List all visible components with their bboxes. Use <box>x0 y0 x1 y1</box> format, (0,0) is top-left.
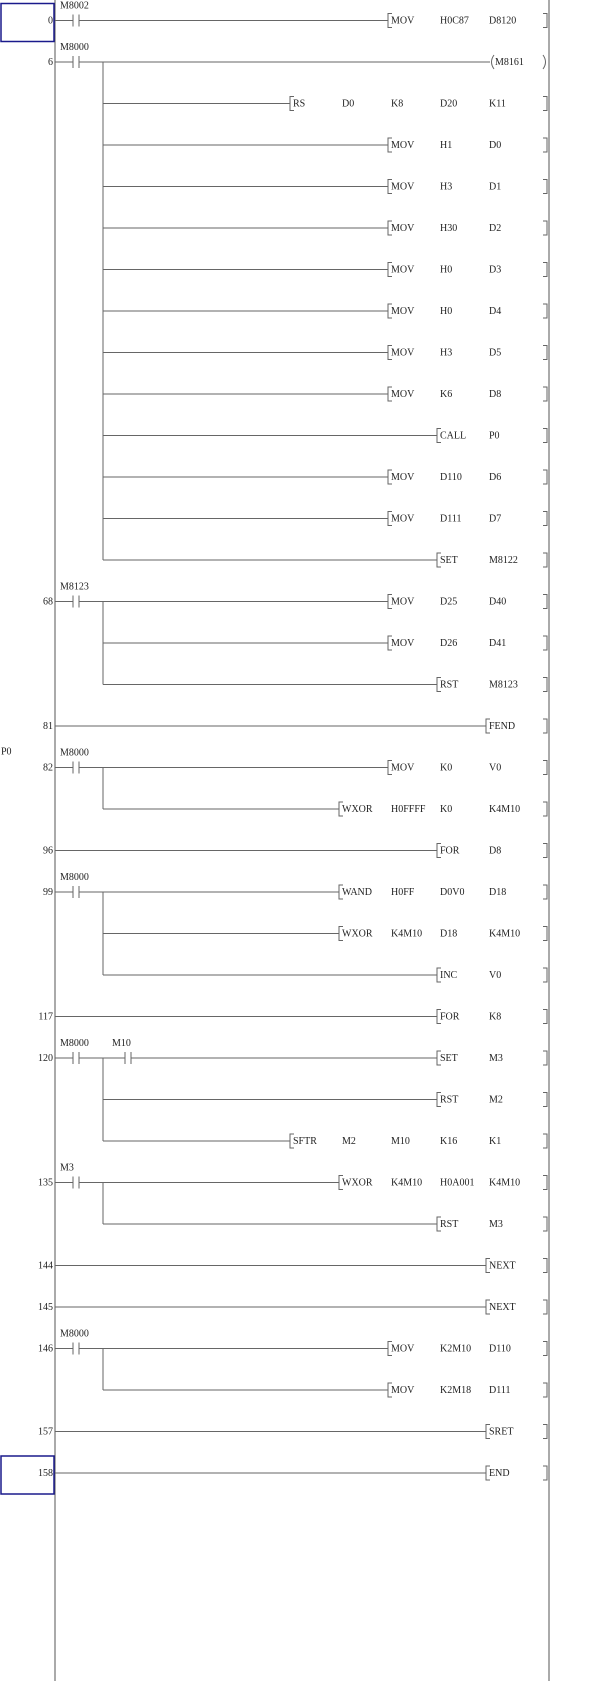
instruction-operand[interactable]: D8 <box>489 389 502 400</box>
instruction-mnemonic[interactable]: SET <box>440 1053 458 1064</box>
instruction-operand[interactable]: D4 <box>489 306 502 317</box>
instruction-mnemonic[interactable]: WXOR <box>342 928 373 940</box>
step-number: 81 <box>43 721 53 732</box>
instruction-mnemonic[interactable]: SRET <box>489 1426 514 1438</box>
instruction-operand[interactable]: D8 <box>489 845 502 857</box>
coil-icon-left[interactable] <box>492 55 495 69</box>
instruction-operand[interactable]: P0 <box>489 430 500 442</box>
instruction-operand[interactable]: D7 <box>489 513 502 525</box>
instruction-mnemonic[interactable]: MOV <box>391 762 415 774</box>
contact-label: M8123 <box>60 581 89 593</box>
instruction-operand[interactable]: H3 <box>440 181 453 193</box>
instruction-bracket-right <box>543 1010 547 1024</box>
contact-label: M8000 <box>60 1038 89 1049</box>
instruction-operand[interactable]: D0 <box>489 140 502 151</box>
contact-label: M8000 <box>60 872 89 883</box>
instruction-mnemonic[interactable]: MOV <box>391 306 415 317</box>
instruction-bracket-right <box>543 844 547 858</box>
instruction-operand[interactable]: H0 <box>440 264 453 276</box>
instruction-mnemonic[interactable]: MOV <box>391 1343 415 1355</box>
instruction-operand[interactable]: D111 <box>489 1385 511 1396</box>
step-number: 135 <box>38 1177 53 1189</box>
instruction-bracket-right <box>543 1093 547 1107</box>
instruction-bracket-right <box>543 1300 547 1314</box>
instruction-operand[interactable]: D0 <box>342 98 355 110</box>
instruction-bracket-right <box>543 553 547 567</box>
step-number: 82 <box>43 762 53 774</box>
instruction-mnemonic[interactable]: RST <box>440 1219 459 1230</box>
instruction-operand[interactable]: K4M10 <box>391 928 423 940</box>
instruction-mnemonic[interactable]: MOV <box>391 264 415 276</box>
instruction-operand[interactable]: D3 <box>489 264 502 276</box>
contact-label: M10 <box>112 1038 131 1049</box>
instruction-operand[interactable]: D5 <box>489 347 502 359</box>
instruction-bracket-right <box>543 221 547 235</box>
instruction-operand[interactable]: K4M10 <box>489 928 521 940</box>
instruction-operand[interactable]: K4M10 <box>391 1177 423 1189</box>
step-number: 120 <box>38 1053 53 1064</box>
instruction-operand[interactable]: M8122 <box>489 555 518 566</box>
contact-label: M8000 <box>60 42 89 53</box>
instruction-bracket-right <box>543 719 547 733</box>
instruction-operand[interactable]: M3 <box>489 1219 503 1230</box>
instruction-operand[interactable]: K0 <box>440 762 453 774</box>
instruction-mnemonic[interactable]: NEXT <box>489 1260 516 1272</box>
instruction-mnemonic[interactable]: CALL <box>440 430 467 442</box>
instruction-mnemonic[interactable]: INC <box>440 970 458 981</box>
instruction-operand[interactable]: M2 <box>342 1136 356 1147</box>
coil-icon-right[interactable] <box>543 55 546 69</box>
instruction-bracket-right <box>543 1425 547 1439</box>
instruction-mnemonic[interactable]: END <box>489 1468 510 1479</box>
instruction-mnemonic[interactable]: MOV <box>391 596 415 608</box>
instruction-mnemonic[interactable]: SET <box>440 555 458 566</box>
step-number: 144 <box>38 1260 53 1272</box>
instruction-operand[interactable]: D1 <box>489 181 502 193</box>
instruction-operand[interactable]: H0A001 <box>440 1177 475 1189</box>
instruction-bracket-right <box>543 636 547 650</box>
instruction-operand[interactable]: H3 <box>440 347 453 359</box>
instruction-mnemonic[interactable]: MOV <box>391 513 415 525</box>
instruction-mnemonic[interactable]: WAND <box>342 887 372 898</box>
instruction-operand[interactable]: K16 <box>440 1136 458 1147</box>
instruction-operand[interactable]: K6 <box>440 389 453 400</box>
instruction-operand[interactable]: K1 <box>489 1136 502 1147</box>
instruction-operand[interactable]: V0 <box>489 762 502 774</box>
instruction-bracket-right <box>543 1134 547 1148</box>
coil-label[interactable]: M8161 <box>495 57 524 68</box>
instruction-operand[interactable]: D111 <box>440 513 462 525</box>
instruction-bracket-right <box>543 346 547 360</box>
instruction-bracket-right <box>543 263 547 277</box>
instruction-mnemonic[interactable]: RST <box>440 679 459 691</box>
instruction-bracket-right <box>543 678 547 692</box>
instruction-operand[interactable]: D110 <box>489 1343 511 1355</box>
instruction-bracket-right <box>543 1259 547 1273</box>
instruction-operand[interactable]: K0 <box>440 804 453 815</box>
instruction-bracket-right <box>543 968 547 982</box>
contact-label: M8002 <box>60 0 89 12</box>
instruction-mnemonic[interactable]: MOV <box>391 181 415 193</box>
step-number: 157 <box>38 1426 53 1438</box>
instruction-operand[interactable]: M2 <box>489 1094 503 1106</box>
instruction-mnemonic[interactable]: RS <box>293 98 306 110</box>
instruction-mnemonic[interactable]: NEXT <box>489 1302 516 1313</box>
instruction-operand[interactable]: D25 <box>440 596 458 608</box>
instruction-mnemonic[interactable]: MOV <box>391 223 415 234</box>
step-number: 158 <box>38 1468 53 1479</box>
instruction-bracket-right <box>543 1342 547 1356</box>
instruction-bracket-right <box>543 14 547 28</box>
instruction-operand[interactable]: K8 <box>391 98 404 110</box>
contact-label: M3 <box>60 1162 74 1174</box>
instruction-operand[interactable]: K11 <box>489 98 506 110</box>
step-number: 146 <box>38 1343 53 1355</box>
instruction-operand[interactable]: K2M18 <box>440 1385 472 1396</box>
step-number: 145 <box>38 1302 53 1313</box>
instruction-bracket-right <box>543 1383 547 1397</box>
step-number: 6 <box>48 57 53 68</box>
instruction-operand[interactable]: D41 <box>489 638 507 649</box>
instruction-operand[interactable]: H0FF <box>391 887 415 898</box>
instruction-bracket-right <box>543 512 547 526</box>
instruction-mnemonic[interactable]: MOV <box>391 347 415 359</box>
step-number: 0 <box>48 15 53 27</box>
instruction-operand[interactable]: K2M10 <box>440 1343 472 1355</box>
instruction-bracket-right <box>543 429 547 443</box>
instruction-operand[interactable]: D18 <box>440 928 458 940</box>
instruction-operand[interactable]: D6 <box>489 472 502 483</box>
instruction-operand[interactable]: D110 <box>440 472 462 483</box>
instruction-operand[interactable]: D0V0 <box>440 887 465 898</box>
instruction-operand[interactable]: D40 <box>489 596 507 608</box>
instruction-operand[interactable]: M8123 <box>489 679 518 691</box>
instruction-bracket-right <box>543 885 547 899</box>
instruction-mnemonic[interactable]: MOV <box>391 638 415 649</box>
instruction-mnemonic[interactable]: MOV <box>391 15 415 27</box>
instruction-mnemonic[interactable]: MOV <box>391 1385 415 1396</box>
instruction-bracket-right <box>543 138 547 152</box>
instruction-operand[interactable]: D26 <box>440 638 458 649</box>
instruction-bracket-right <box>543 595 547 609</box>
instruction-bracket-right <box>543 1217 547 1231</box>
step-number: 68 <box>43 596 53 608</box>
step-number: 117 <box>38 1011 53 1023</box>
step-number: 96 <box>43 845 53 857</box>
contact-label: M8000 <box>60 747 89 759</box>
instruction-operand[interactable]: H0 <box>440 306 453 317</box>
instruction-operand[interactable]: M3 <box>489 1053 503 1064</box>
instruction-operand[interactable]: D8120 <box>489 15 517 27</box>
instruction-operand[interactable]: H1 <box>440 140 453 151</box>
instruction-bracket-right <box>543 1466 547 1480</box>
instruction-bracket-right <box>543 1176 547 1190</box>
step-number: 99 <box>43 887 53 898</box>
instruction-operand[interactable]: D2 <box>489 223 502 234</box>
instruction-bracket-right <box>543 387 547 401</box>
instruction-mnemonic[interactable]: FOR <box>440 845 460 857</box>
instruction-mnemonic[interactable]: FOR <box>440 1011 460 1023</box>
pointer-label: P0 <box>1 746 12 758</box>
instruction-operand[interactable]: D18 <box>489 887 507 898</box>
instruction-bracket-right <box>543 470 547 484</box>
instruction-operand[interactable]: H30 <box>440 223 458 234</box>
instruction-bracket-right <box>543 97 547 111</box>
instruction-operand[interactable]: V0 <box>489 970 502 981</box>
instruction-mnemonic[interactable]: SFTR <box>293 1136 317 1147</box>
instruction-mnemonic[interactable]: MOV <box>391 140 415 151</box>
instruction-bracket-right <box>543 802 547 816</box>
instruction-mnemonic[interactable]: FEND <box>489 721 516 732</box>
contact-label: M8000 <box>60 1328 89 1340</box>
cursor-box[interactable] <box>1 4 54 42</box>
instruction-mnemonic[interactable]: RST <box>440 1094 459 1106</box>
instruction-operand[interactable]: K8 <box>489 1011 502 1023</box>
instruction-bracket-right <box>543 1051 547 1065</box>
instruction-operand[interactable]: H0FFFF <box>391 804 426 815</box>
instruction-operand[interactable]: H0C87 <box>440 15 469 27</box>
instruction-bracket-right <box>543 927 547 941</box>
instruction-mnemonic[interactable]: MOV <box>391 389 415 400</box>
instruction-operand[interactable]: D20 <box>440 98 458 110</box>
instruction-operand[interactable]: K4M10 <box>489 1177 521 1189</box>
instruction-mnemonic[interactable]: WXOR <box>342 1177 373 1189</box>
instruction-bracket-right <box>543 304 547 318</box>
instruction-bracket-right <box>543 761 547 775</box>
instruction-operand[interactable]: K4M10 <box>489 804 521 815</box>
instruction-mnemonic[interactable]: WXOR <box>342 804 373 815</box>
instruction-bracket-right <box>543 180 547 194</box>
instruction-mnemonic[interactable]: MOV <box>391 472 415 483</box>
instruction-operand[interactable]: M10 <box>391 1136 410 1147</box>
